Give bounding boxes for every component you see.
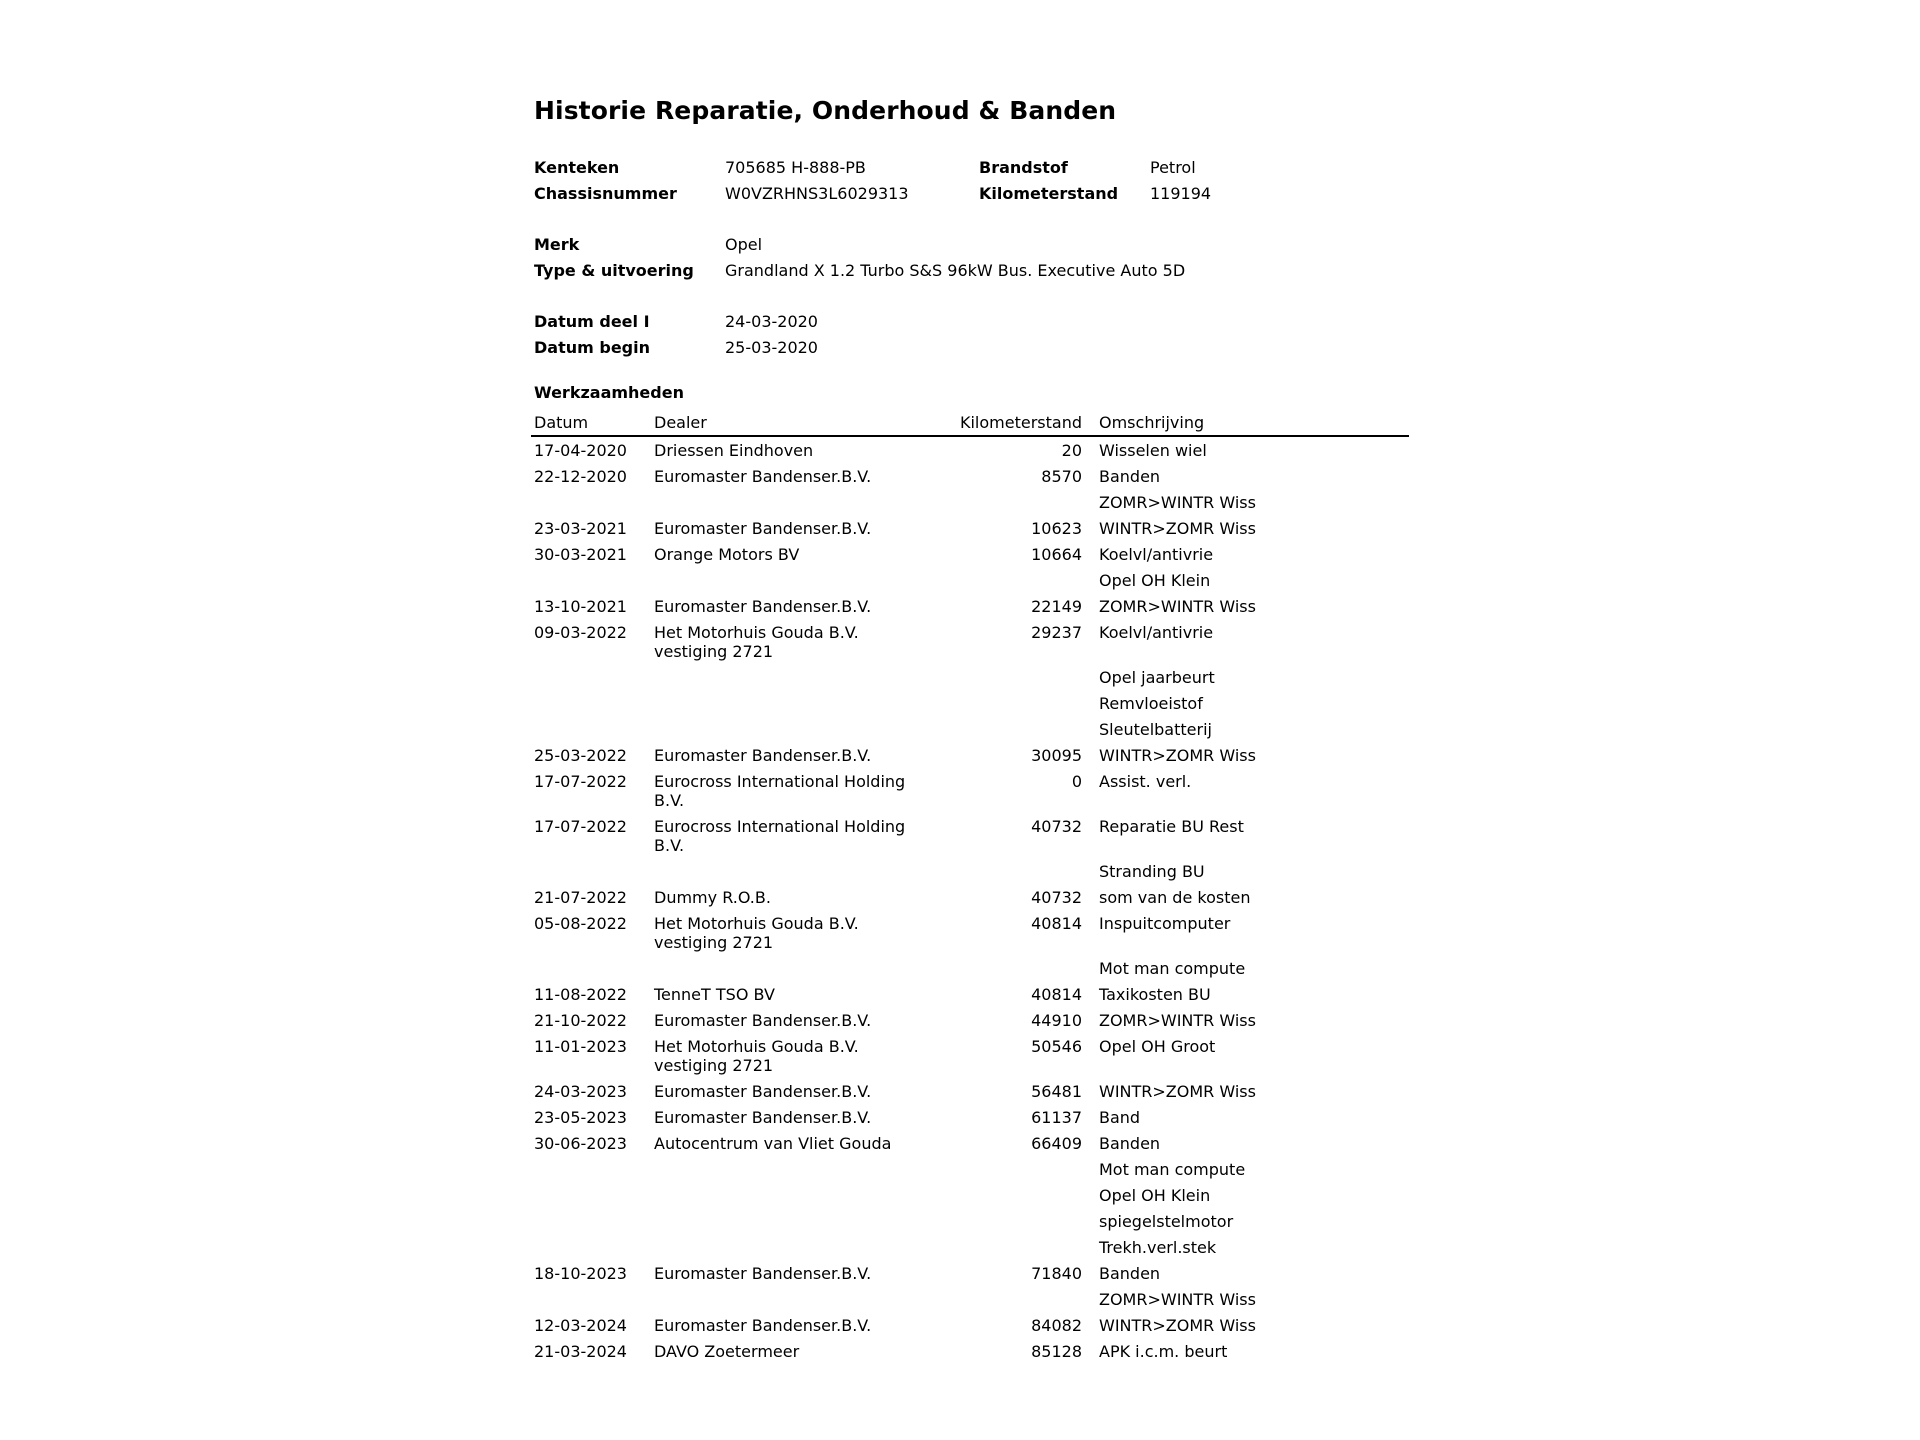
cell-kilometerstand: 40814: [1031, 985, 1082, 1004]
cell-kilometerstand: 40732: [1031, 817, 1082, 836]
cell-datum: 21-03-2024: [534, 1342, 627, 1361]
table-row: [534, 1286, 1414, 1312]
cell-kilometerstand: 85128: [1031, 1342, 1082, 1361]
cell-datum: 24-03-2023: [534, 1082, 627, 1101]
cell-omschrijving: WINTR>ZOMR Wiss: [1099, 519, 1256, 538]
table-row: [534, 489, 1414, 515]
table-row: [534, 1312, 1414, 1338]
table-row: [534, 813, 1414, 858]
type-label: Type & uitvoering: [534, 261, 694, 280]
cell-omschrijving: som van de kosten: [1099, 888, 1251, 907]
werkzaamheden-title: Werkzaamheden: [534, 383, 684, 402]
cell-dealer: Euromaster Bandenser.B.V.: [654, 597, 872, 616]
page-title: Historie Reparatie, Onderhoud & Banden: [534, 96, 1117, 125]
cell-omschrijving: Stranding BU: [1099, 862, 1205, 881]
cell-kilometerstand: 8570: [1041, 467, 1082, 486]
cell-omschrijving: APK i.c.m. beurt: [1099, 1342, 1228, 1361]
table-row: [534, 716, 1414, 742]
cell-omschrijving: ZOMR>WINTR Wiss: [1099, 493, 1256, 512]
table-header: [531, 413, 1409, 437]
cell-kilometerstand: 40732: [1031, 888, 1082, 907]
cell-omschrijving: ZOMR>WINTR Wiss: [1099, 1290, 1256, 1309]
table-row: [534, 1182, 1414, 1208]
cell-datum: 11-08-2022: [534, 985, 627, 1004]
table-row: [534, 1208, 1414, 1234]
cell-dealer: Euromaster Bandenser.B.V.: [654, 1316, 872, 1335]
cell-kilometerstand: 29237: [1031, 623, 1082, 642]
cell-omschrijving: WINTR>ZOMR Wiss: [1099, 1082, 1256, 1101]
cell-dealer: Driessen Eindhoven: [654, 441, 814, 460]
cell-kilometerstand: 10664: [1031, 545, 1082, 564]
cell-omschrijving: Mot man compute: [1099, 959, 1246, 978]
cell-dealer: Het Motorhuis Gouda B.V. vestiging 2721: [654, 914, 859, 952]
cell-dealer: Het Motorhuis Gouda B.V. vestiging 2721: [654, 1037, 859, 1075]
cell-kilometerstand: 71840: [1031, 1264, 1082, 1283]
table-row: [534, 884, 1414, 910]
cell-omschrijving: Wisselen wiel: [1099, 441, 1207, 460]
kenteken-label: Kenteken: [534, 158, 620, 177]
cell-datum: 21-10-2022: [534, 1011, 627, 1030]
table-row: [534, 593, 1414, 619]
cell-dealer: Orange Motors BV: [654, 545, 800, 564]
cell-dealer: Euromaster Bandenser.B.V.: [654, 467, 872, 486]
cell-omschrijving: Trekh.verl.stek: [1099, 1238, 1217, 1257]
cell-kilometerstand: 20: [1061, 441, 1082, 460]
cell-omschrijving: Remvloeistof: [1099, 694, 1203, 713]
table-row: [534, 1130, 1414, 1156]
cell-datum: 21-07-2022: [534, 888, 627, 907]
table-row: [534, 664, 1414, 690]
datum-begin-value: 25-03-2020: [725, 338, 818, 357]
cell-omschrijving: ZOMR>WINTR Wiss: [1099, 597, 1256, 616]
datum-deel-label: Datum deel I: [534, 312, 650, 331]
cell-datum: 30-03-2021: [534, 545, 627, 564]
cell-dealer: Euromaster Bandenser.B.V.: [654, 1108, 872, 1127]
table-row: [534, 463, 1414, 489]
cell-datum: 05-08-2022: [534, 914, 627, 933]
cell-datum: 18-10-2023: [534, 1264, 627, 1283]
cell-omschrijving: Sleutelbatterij: [1099, 720, 1212, 739]
cell-datum: 13-10-2021: [534, 597, 627, 616]
cell-dealer: TenneT TSO BV: [654, 985, 775, 1004]
table-row: [534, 1033, 1414, 1078]
cell-omschrijving: Mot man compute: [1099, 1160, 1246, 1179]
cell-kilometerstand: 61137: [1031, 1108, 1082, 1127]
cell-datum: 25-03-2022: [534, 746, 627, 765]
cell-omschrijving: Opel OH Klein: [1099, 1186, 1211, 1205]
merk-value: Opel: [725, 235, 763, 254]
cell-omschrijving: ZOMR>WINTR Wiss: [1099, 1011, 1256, 1030]
cell-omschrijving: Assist. verl.: [1099, 772, 1192, 791]
cell-omschrijving: Koelvl/antivrie: [1099, 545, 1214, 564]
table-row: [534, 1234, 1414, 1260]
table-row: [534, 858, 1414, 884]
kilometerstand-label: Kilometerstand: [979, 184, 1119, 203]
kenteken-value: 705685 H-888-PB: [725, 158, 866, 177]
table-row: [534, 1156, 1414, 1182]
cell-datum: 30-06-2023: [534, 1134, 627, 1153]
cell-kilometerstand: 44910: [1031, 1011, 1082, 1030]
cell-dealer: DAVO Zoetermeer: [654, 1342, 800, 1361]
cell-datum: 17-07-2022: [534, 817, 627, 836]
cell-omschrijving: Opel jaarbeurt: [1099, 668, 1215, 687]
cell-omschrijving: Taxikosten BU: [1099, 985, 1211, 1004]
table-row: [534, 619, 1414, 664]
cell-datum: 17-07-2022: [534, 772, 627, 791]
cell-kilometerstand: 50546: [1031, 1037, 1082, 1056]
chassis-value: W0VZRHNS3L6029313: [725, 184, 909, 203]
cell-dealer: Het Motorhuis Gouda B.V. vestiging 2721: [654, 623, 859, 661]
chassis-label: Chassisnummer: [534, 184, 677, 203]
column-header-dealer: Dealer: [654, 413, 707, 432]
cell-dealer: Euromaster Bandenser.B.V.: [654, 746, 872, 765]
cell-kilometerstand: 0: [1071, 772, 1082, 791]
cell-omschrijving: Inspuitcomputer: [1099, 914, 1231, 933]
kilometerstand-value: 119194: [1150, 184, 1212, 203]
cell-dealer: Autocentrum van Vliet Gouda: [654, 1134, 892, 1153]
table-row: [534, 955, 1414, 981]
column-header-omschrijving: Omschrijving: [1099, 413, 1205, 432]
table-row: [534, 515, 1414, 541]
table-row: [534, 1338, 1414, 1364]
cell-kilometerstand: 40814: [1031, 914, 1082, 933]
cell-kilometerstand: 10623: [1031, 519, 1082, 538]
table-row: [534, 742, 1414, 768]
cell-omschrijving: Banden: [1099, 467, 1161, 486]
cell-omschrijving: WINTR>ZOMR Wiss: [1099, 1316, 1256, 1335]
cell-dealer: Euromaster Bandenser.B.V.: [654, 1264, 872, 1283]
cell-datum: 09-03-2022: [534, 623, 627, 642]
datum-begin-label: Datum begin: [534, 338, 650, 357]
cell-datum: 23-03-2021: [534, 519, 627, 538]
table-row: [534, 981, 1414, 1007]
type-value: Grandland X 1.2 Turbo S&S 96kW Bus. Executive Auto 5D: [725, 261, 1186, 280]
cell-datum: 17-04-2020: [534, 441, 627, 460]
cell-omschrijving: Opel OH Klein: [1099, 571, 1211, 590]
cell-kilometerstand: 56481: [1031, 1082, 1082, 1101]
cell-dealer: Eurocross International Holding B.V.: [654, 817, 906, 855]
table-row: [534, 1078, 1414, 1104]
brandstof-label: Brandstof: [979, 158, 1068, 177]
cell-dealer: Eurocross International Holding B.V.: [654, 772, 906, 810]
column-header-kilometerstand: Kilometerstand: [959, 413, 1082, 432]
cell-datum: 23-05-2023: [534, 1108, 627, 1127]
table-row: [534, 437, 1414, 463]
cell-omschrijving: Banden: [1099, 1264, 1161, 1283]
cell-dealer: Dummy R.O.B.: [654, 888, 771, 907]
cell-kilometerstand: 30095: [1031, 746, 1082, 765]
cell-omschrijving: spiegelstelmotor: [1099, 1212, 1234, 1231]
table-row: [534, 1007, 1414, 1033]
column-header-datum: Datum: [534, 413, 589, 432]
cell-dealer: Euromaster Bandenser.B.V.: [654, 1011, 872, 1030]
cell-datum: 12-03-2024: [534, 1316, 627, 1335]
cell-omschrijving: Band: [1099, 1108, 1141, 1127]
cell-kilometerstand: 84082: [1031, 1316, 1082, 1335]
cell-dealer: Euromaster Bandenser.B.V.: [654, 1082, 872, 1101]
table-row: [534, 1260, 1414, 1286]
document-page: [534, 0, 1414, 1440]
brandstof-value: Petrol: [1150, 158, 1196, 177]
table-row: [534, 910, 1414, 955]
merk-label: Merk: [534, 235, 580, 254]
cell-kilometerstand: 22149: [1031, 597, 1082, 616]
cell-datum: 22-12-2020: [534, 467, 627, 486]
table-row: [534, 541, 1414, 567]
cell-kilometerstand: 66409: [1031, 1134, 1082, 1153]
cell-omschrijving: Banden: [1099, 1134, 1161, 1153]
werkzaamheden-table-body: [534, 437, 1414, 1364]
cell-dealer: Euromaster Bandenser.B.V.: [654, 519, 872, 538]
cell-omschrijving: Opel OH Groot: [1099, 1037, 1216, 1056]
cell-omschrijving: Reparatie BU Rest: [1099, 817, 1244, 836]
table-row: [534, 567, 1414, 593]
datum-deel-value: 24-03-2020: [725, 312, 818, 331]
cell-datum: 11-01-2023: [534, 1037, 627, 1056]
table-row: [534, 768, 1414, 813]
cell-omschrijving: Koelvl/antivrie: [1099, 623, 1214, 642]
table-row: [534, 1104, 1414, 1130]
cell-omschrijving: WINTR>ZOMR Wiss: [1099, 746, 1256, 765]
table-row: [534, 690, 1414, 716]
